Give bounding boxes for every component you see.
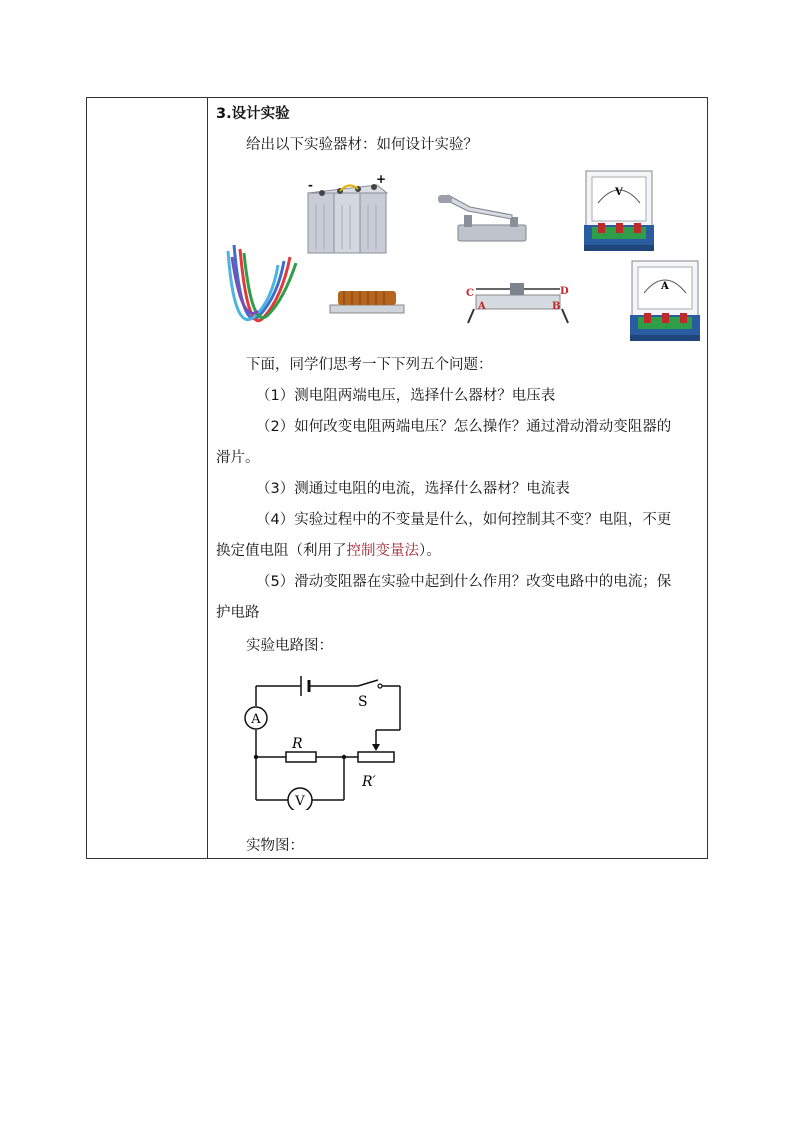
question-1: （1）测电阻两端电压，选择什么器材？电压表 [256, 388, 556, 404]
rheostat-slider-arrow [372, 744, 380, 751]
intro-text: 给出以下实验器材：如何设计实验？ [246, 137, 478, 153]
switch-contact [378, 684, 382, 688]
voltmeter-image-symbol: V [615, 187, 623, 198]
ammeter-image-symbol: A [661, 281, 669, 292]
ammeter-image [630, 261, 700, 341]
question-5-line-2: 护电路 [216, 605, 260, 621]
switch-image [438, 195, 526, 241]
question-2-line-2: 滑片。 [216, 450, 260, 466]
rheostat-c-label: C [466, 288, 474, 299]
question-3: （3）测通过电阻的电流，选择什么器材？电流表 [256, 481, 570, 497]
battery-plus-label: + [376, 172, 387, 186]
question-4-text-a: 换定值电阻（利用了 [216, 543, 347, 559]
question-4-line-2 [216, 541, 441, 561]
circuit-switch-label: S [358, 694, 368, 710]
question-2-line-1: （2）如何改变电阻两端电压？怎么操作？通过滑动滑动变阻器的 [256, 419, 672, 435]
rheostat-image [466, 283, 569, 323]
questions-lead: 下面，同学们思考一下下列五个问题： [246, 357, 493, 373]
voltmeter-image [584, 171, 654, 251]
circuit-ammeter-label: A [251, 712, 261, 727]
fixed-resistor-image [330, 291, 404, 313]
column-divider [207, 98, 208, 858]
wires-image [228, 245, 296, 321]
battery-minus-label: - [308, 178, 313, 192]
rheostat-d-label: D [560, 286, 569, 297]
control-variable-method: 控制变量法 [346, 543, 419, 559]
rheostat-b-label: B [552, 301, 561, 312]
question-4-text-b: ）。 [419, 543, 441, 559]
question-4-line-1: （4）实验过程中的不变量是什么，如何控制其不变？电阻，不更 [256, 512, 672, 528]
section-heading: 3.设计实验 [216, 106, 290, 122]
circuit-caption: 实验电路图： [246, 638, 333, 654]
circuit-voltmeter-label: V [295, 794, 305, 809]
physical-caption: 实物图： [246, 838, 304, 854]
battery-image [308, 172, 387, 253]
circuit-resistor-label: R [292, 736, 303, 752]
rheostat-a-label: A [478, 301, 486, 312]
question-5-line-1: （5）滑动变阻器在实验中起到什么作用？改变电路中的电流；保 [256, 574, 672, 590]
equipment-illustration [212, 165, 706, 345]
circuit-rheostat-label: R′ [362, 774, 376, 790]
circuit-diagram [238, 670, 418, 810]
